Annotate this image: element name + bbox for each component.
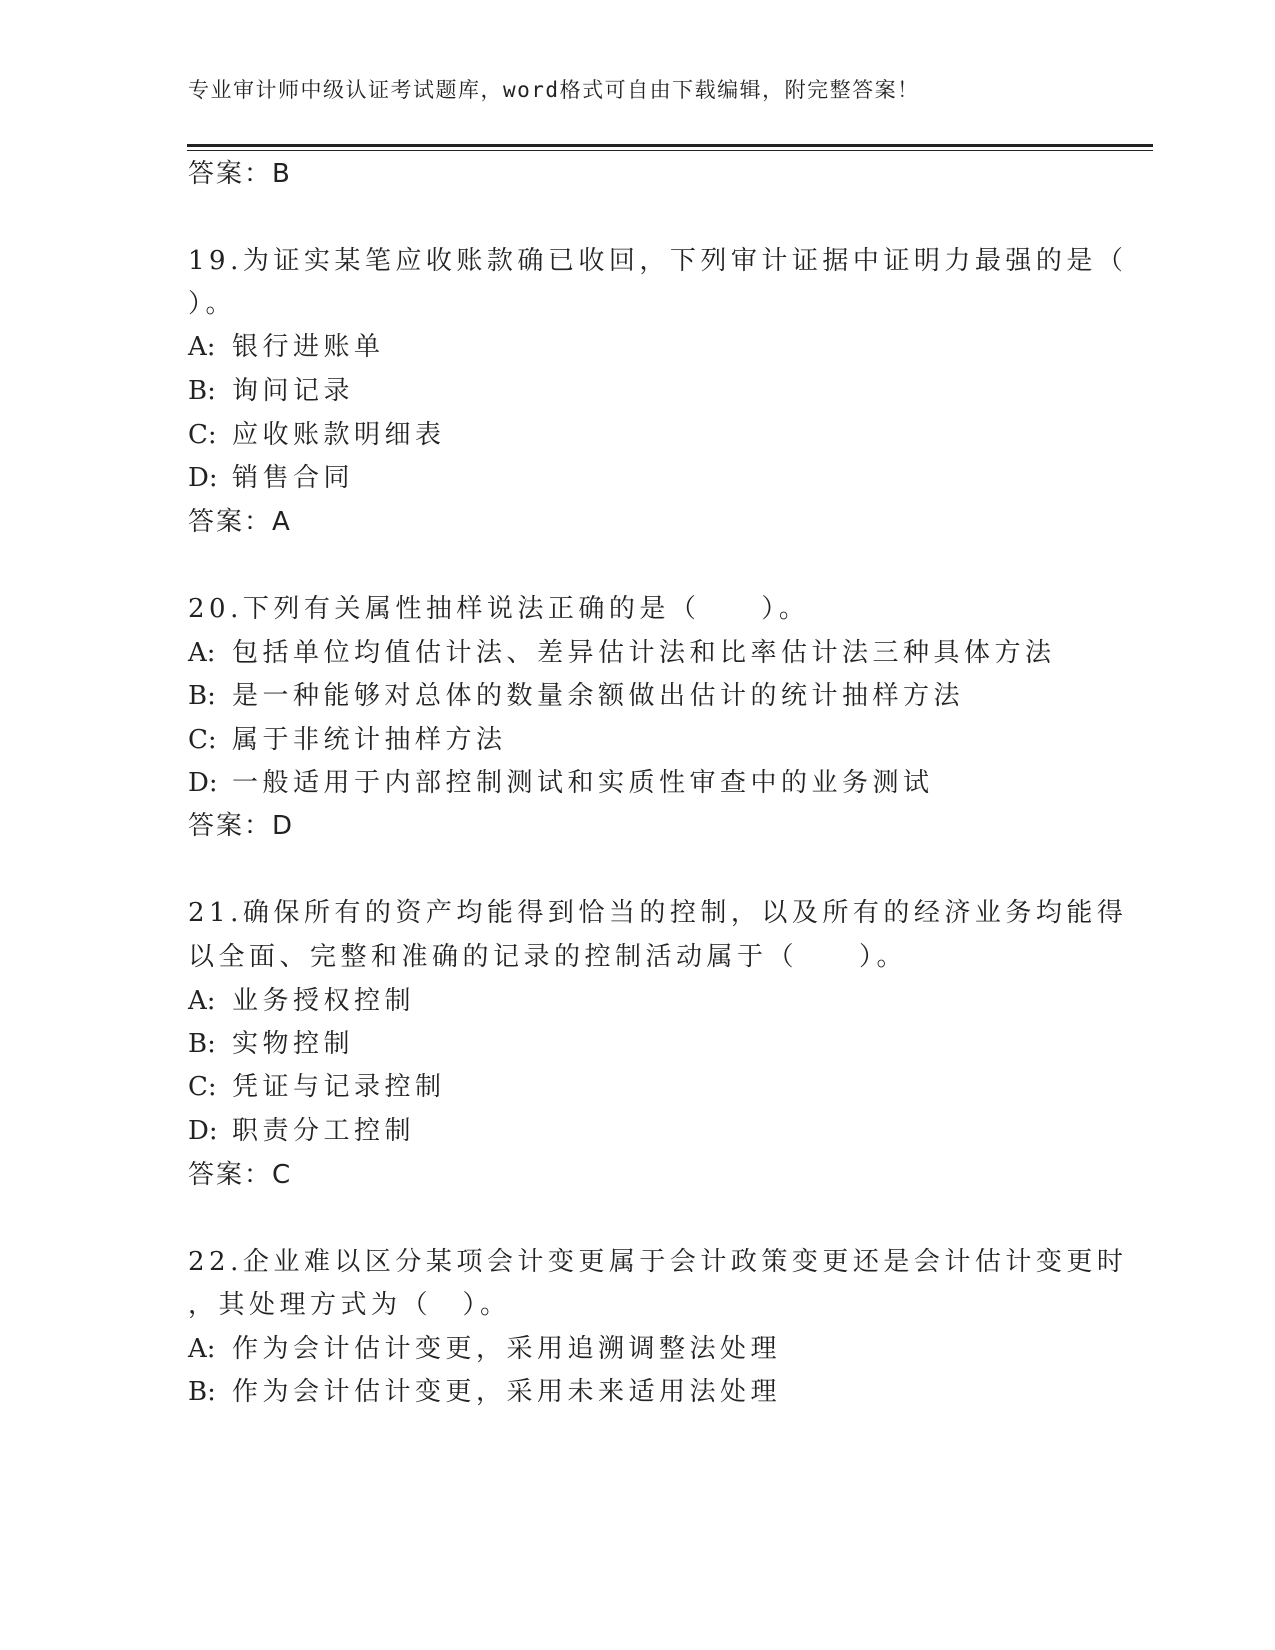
option-letter: B:: [188, 1029, 216, 1059]
option-letter: B:: [188, 1377, 216, 1407]
question-19-option-a: [188, 331, 385, 363]
question-22-option-b: [188, 1376, 781, 1408]
question-22-stem-line2: ，其处理方式为（ ）。: [188, 1290, 511, 1320]
option-text: 实物控制: [232, 1029, 355, 1059]
option-text: 职责分工控制: [232, 1116, 416, 1146]
option-letter: B:: [188, 681, 216, 711]
option-letter: A:: [188, 986, 216, 1016]
option-letter: D:: [188, 768, 218, 798]
option-letter: D:: [188, 463, 218, 493]
option-text: 凭证与记录控制: [232, 1072, 446, 1102]
header-rule-thick: [187, 144, 1153, 147]
question-21-option-d: [188, 1115, 415, 1147]
option-text: 属于非统计抽样方法: [232, 725, 507, 755]
option-text: 询问记录: [232, 376, 355, 406]
option-letter: A:: [188, 638, 216, 668]
question-21-stem-line1: 21.确保所有的资产均能得到恰当的控制，以及所有的经济业务均能得: [188, 898, 1128, 928]
option-letter: C:: [188, 1072, 217, 1102]
question-20-option-a: [188, 637, 1056, 669]
option-text: 是一种能够对总体的数量余额做出估计的统计抽样方法: [232, 681, 965, 711]
question-21-answer: 答案：C: [188, 1160, 293, 1190]
question-19-answer: 答案：A: [188, 507, 292, 537]
question-19-option-d: [188, 462, 354, 494]
option-letter: C:: [188, 420, 217, 450]
question-22-option-a: [188, 1333, 781, 1365]
question-19-stem-line1: 19.为证实某笔应收账款确已收回，下列审计证据中证明力最强的是（: [188, 246, 1128, 276]
answer-previous: 答案：B: [188, 159, 292, 189]
option-letter: A:: [188, 1334, 216, 1364]
question-22-stem-line1: 22.企业难以区分某项会计变更属于会计政策变更还是会计估计变更时: [188, 1247, 1128, 1277]
option-text: 包括单位均值估计法、差异估计法和比率估计法三种具体方法: [232, 638, 1056, 668]
option-text: 应收账款明细表: [232, 420, 446, 450]
question-19-option-b: [188, 375, 354, 407]
question-20-option-d: [188, 767, 934, 799]
question-21-option-c: [188, 1071, 446, 1103]
page-header: 专业审计师中级认证考试题库，word格式可自由下载编辑，附完整答案！: [188, 78, 920, 102]
question-19-stem-line2: ）。: [188, 289, 237, 319]
question-20-stem-line1: 20.下列有关属性抽样说法正确的是（ ）。: [188, 594, 810, 624]
question-21-option-b: [188, 1028, 354, 1060]
question-21-option-a: [188, 985, 415, 1017]
option-text: 作为会计估计变更，采用追溯调整法处理: [232, 1334, 782, 1364]
option-letter: D:: [188, 1116, 218, 1146]
option-text: 银行进账单: [232, 332, 385, 362]
option-letter: C:: [188, 725, 217, 755]
option-text: 一般适用于内部控制测试和实质性审查中的业务测试: [232, 768, 934, 798]
question-20-answer: 答案：D: [188, 811, 295, 841]
option-text: 销售合同: [232, 463, 355, 493]
question-20-option-b: [188, 680, 964, 712]
option-letter: A:: [188, 332, 216, 362]
option-text: 作为会计估计变更，采用未来适用法处理: [232, 1377, 782, 1407]
header-rule-thin: [187, 150, 1153, 151]
option-text: 业务授权控制: [232, 986, 416, 1016]
option-letter: B:: [188, 376, 216, 406]
question-20-option-c: [188, 724, 507, 756]
question-21-stem-line2: 以全面、完整和准确的记录的控制活动属于（ ）。: [188, 942, 908, 972]
question-19-option-c: [188, 419, 446, 451]
